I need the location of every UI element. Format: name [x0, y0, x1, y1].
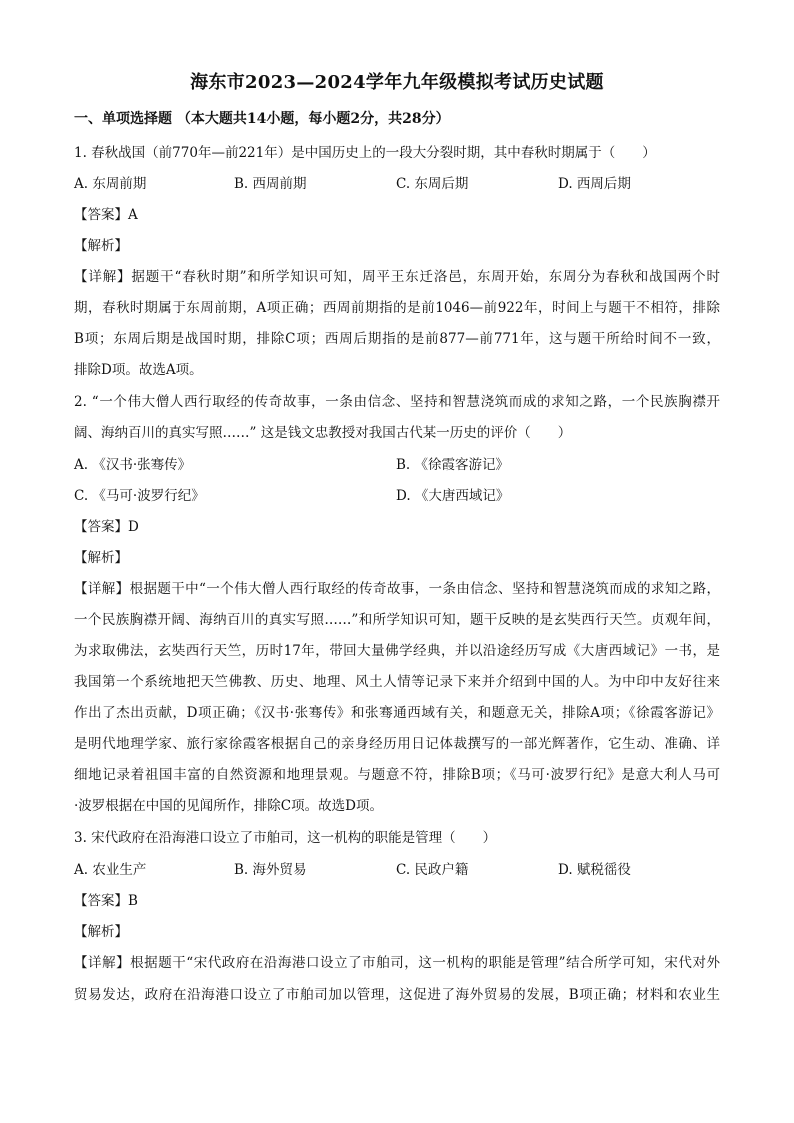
question-2-option-a: A. 《汉书·张骞传》 — [74, 457, 192, 473]
question-3-detail-line: 贸易发达，政府在沿海港口设立了市舶司加以管理，这促进了海外贸易的发展，B项正确；材料和农业生 — [74, 987, 720, 1003]
question-2-option-c: C. 《马可·波罗行纪》 — [74, 488, 205, 504]
question-3-analysis-label: 【解析】 — [74, 924, 128, 940]
question-3-detail-line: 【详解】根据题干“宋代政府在沿海港口设立了市舶司，这一机构的职能是管理”结合所学可知，宋代对外 — [74, 955, 720, 971]
question-1-stem: 1. 春秋战国（前770年—前221年）是中国历史上的一段大分裂时期，其中春秋时期属于（ ） — [74, 145, 656, 161]
question-1-option-c: C. 东周后期 — [396, 176, 469, 192]
question-1-analysis-label: 【解析】 — [74, 238, 128, 254]
question-1-detail-line: 排除D项。故选A项。 — [74, 362, 203, 378]
question-2-detail-line: 一个民族胸襟开阔、海纳百川的真实写照……”和所学知识可知，题干反映的是玄奘西行天竺。贞观年间， — [74, 612, 720, 628]
question-2-detail-line: 我国第一个系统地把天竺佛教、历史、地理、风土人情等记录下来并介绍到中国的人。为中印中友好往来 — [74, 674, 720, 690]
question-2-detail-line: 【详解】根据题干中“一个伟大僧人西行取经的传奇故事，一条由信念、坚持和智慧浇筑而成的求知之路， — [74, 581, 720, 597]
section-heading: 一、单项选择题 （本大题共14小题，每小题2分，共28分） — [74, 111, 450, 127]
question-3-stem: 3. 宋代政府在沿海港口设立了市舶司，这一机构的职能是管理（ ） — [74, 830, 497, 846]
question-2-detail-line: 是明代地理学家、旅行家徐霞客根据自己的亲身经历用日记体裁撰写的一部光辉著作，它生动、准确、详 — [74, 736, 720, 752]
question-1-detail-line: 期，春秋时期属于东周前期，A项正确；西周前期指的是前1046—前922年，时间上与题干不相符，排除 — [74, 300, 720, 316]
question-1-answer: 【答案】A — [74, 207, 138, 223]
question-2-detail-line: 作出了杰出贡献，D项正确；《汉书·张骞传》和张骞通西域有关，和题意无关，排除A项；《徐霞客游记》 — [74, 705, 720, 721]
question-3-option-d: D. 赋税徭役 — [558, 862, 631, 878]
question-1-option-d: D. 西周后期 — [558, 176, 631, 192]
question-1-detail-line: 【详解】据题干“春秋时期”和所学知识可知，周平王东迁洛邑，东周开始，东周分为春秋和战国两个时 — [74, 269, 720, 285]
question-2-option-d: D. 《大唐西域记》 — [396, 488, 510, 504]
question-3-option-a: A. 农业生产 — [74, 862, 147, 878]
question-2-detail-line: 细地记录着祖国丰富的自然资源和地理景观。与题意不符，排除B项；《马可·波罗行纪》是意大利人马可 — [74, 767, 720, 783]
question-2-answer: 【答案】D — [74, 519, 139, 535]
question-1-detail-line: B项；东周后期是战国时期，排除C项；西周后期指的是前877—前771年，这与题干所给时间不一致， — [74, 331, 720, 347]
question-2-stem-line: 2. “一个伟大僧人西行取经的传奇故事，一条由信念、坚持和智慧浇筑而成的求知之路，一个民族胸襟开 — [74, 394, 720, 410]
question-1-option-a: A. 东周前期 — [74, 176, 147, 192]
question-2-analysis-label: 【解析】 — [74, 550, 128, 566]
question-3-option-c: C. 民政户籍 — [396, 862, 469, 878]
question-2-detail-line: 为求取佛法，玄奘西行天竺，历时17年，带回大量佛学经典，并以沿途经历写成《大唐西域记》一书，是 — [74, 643, 720, 659]
question-3-answer: 【答案】B — [74, 893, 138, 909]
question-1-option-b: B. 西周前期 — [234, 176, 307, 192]
page-title: 海东市2023—2024学年九年级模拟考试历史试题 — [190, 72, 604, 93]
question-2-detail-line: ·波罗根据在中国的见闻所作，排除C项。故选D项。 — [74, 798, 383, 814]
question-2-stem-line: 阔、海纳百川的真实写照……” 这是钱文忠教授对我国古代某一历史的评价（ ） — [74, 425, 572, 441]
question-2-option-b: B. 《徐霞客游记》 — [396, 457, 510, 473]
question-3-option-b: B. 海外贸易 — [234, 862, 307, 878]
